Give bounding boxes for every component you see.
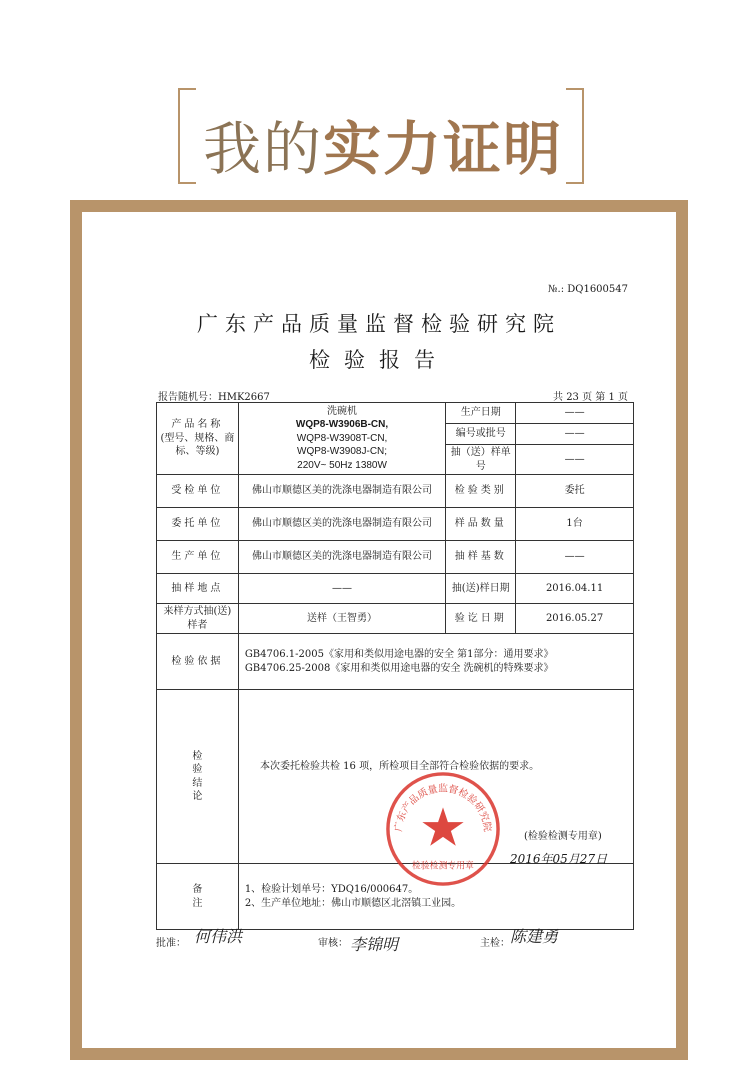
basis-line-2: GB4706.25-2008《家用和类似用途电器的安全 洗碗机的特殊要求》 bbox=[244, 662, 554, 674]
doc-number: №.: DQ1600547 bbox=[548, 284, 628, 295]
product-sublabel: (型号、规格、商标、等级) bbox=[160, 432, 235, 458]
product-model-2: WQP8-W3908T-CN, bbox=[296, 432, 388, 444]
manufacturer-label: 生产单位 bbox=[157, 541, 239, 574]
batch-label: 编号或批号 bbox=[446, 424, 516, 445]
method-label: 来样方式抽(送)样者 bbox=[157, 604, 239, 634]
inspection-type-label: 检验类别 bbox=[446, 475, 516, 508]
prod-date-label: 生产日期 bbox=[446, 403, 516, 424]
product-name: 洗碗机 bbox=[327, 405, 358, 417]
sampling-place-label: 抽样地点 bbox=[157, 574, 239, 604]
stamp-note: (检验检测专用章) bbox=[524, 831, 602, 842]
page-info: 共 23 页 第 1 页 bbox=[553, 392, 628, 403]
approve-label: 批准： bbox=[156, 938, 186, 949]
product-label-cell bbox=[157, 403, 239, 475]
client: 佛山市顺德区美的洗涤电器制造有限公司 bbox=[238, 508, 445, 541]
product-spec: 220V~ 50Hz 1380W bbox=[297, 459, 387, 471]
banner-title bbox=[180, 102, 586, 186]
report-title: 检验报告 bbox=[309, 348, 449, 372]
product-model-3: WQP8-W3908J-CN; bbox=[297, 446, 388, 458]
chief-signature: 陈建勇 bbox=[510, 927, 559, 946]
banner-title-part1: 我的 bbox=[202, 115, 323, 183]
sample-date: 2016.04.11 bbox=[516, 574, 634, 604]
inspected-unit: 佛山市顺德区美的洗涤电器制造有限公司 bbox=[238, 475, 445, 508]
official-seal bbox=[384, 770, 502, 888]
banner-title-part2: 实力证明 bbox=[323, 115, 564, 183]
manufacturer: 佛山市顺德区美的洗涤电器制造有限公司 bbox=[238, 541, 445, 574]
conclusion-label bbox=[157, 690, 239, 864]
seal-subtext: 检验检测专用章 bbox=[412, 861, 474, 872]
conclusion-text: 本次委托检验共检 16 项，所检项目全部符合检验依据的要求。 bbox=[260, 761, 540, 772]
product-name-cell bbox=[238, 403, 445, 475]
sampling-place: —— bbox=[238, 574, 445, 604]
sample-date-label: 抽(送)样日期 bbox=[446, 574, 516, 604]
basis-line-1: GB4706.1-2005《家用和类似用途电器的安全 第1部分：通用要求》 bbox=[244, 649, 554, 660]
remark-line-1: 1、检验计划单号：YDQ16/000647。 bbox=[244, 884, 419, 895]
sample-qty: 1台 bbox=[516, 508, 634, 541]
product-label: 产品名称 bbox=[171, 419, 224, 431]
review-label: 审核： bbox=[318, 938, 348, 949]
chief-label: 主检： bbox=[480, 938, 510, 949]
stamp-date: 2016年05月27日 bbox=[510, 852, 608, 866]
method: 送样（王智勇） bbox=[238, 604, 445, 634]
sample-no-label: 抽（送）样单号 bbox=[446, 445, 516, 475]
remark-label bbox=[157, 864, 239, 930]
org-name: 广东产品质量监督检验研究院 bbox=[197, 312, 561, 336]
sample-qty-label: 样品数量 bbox=[446, 508, 516, 541]
basis-cell bbox=[238, 634, 633, 690]
certificate-paper bbox=[82, 212, 676, 1048]
finish-date: 2016.05.27 bbox=[516, 604, 634, 634]
sampling-base: —— bbox=[516, 541, 634, 574]
conclusion-char-3: 结 bbox=[192, 777, 203, 789]
batch-value: —— bbox=[516, 424, 634, 445]
finish-date-label: 验讫日期 bbox=[446, 604, 516, 634]
conclusion-char-4: 论 bbox=[192, 791, 203, 802]
inspection-type: 委托 bbox=[516, 475, 634, 508]
conclusion-char-2: 验 bbox=[192, 764, 203, 775]
remark-char-2: 注 bbox=[192, 897, 203, 909]
client-label: 委托单位 bbox=[157, 508, 239, 541]
remark-line-2: 2、生产单位地址：佛山市顺德区北滘镇工业园。 bbox=[244, 897, 462, 909]
prod-date-value: —— bbox=[516, 403, 634, 424]
sampling-base-label: 抽样基数 bbox=[446, 541, 516, 574]
banner-frame bbox=[178, 88, 584, 184]
seal-text: 广东产品质量监督检验研究院 bbox=[393, 783, 493, 833]
basis-label: 检验依据 bbox=[157, 634, 239, 690]
product-model-1: WQP8-W3906B-CN, bbox=[295, 419, 389, 431]
random-number: 报告随机号：HMK2667 bbox=[158, 392, 270, 403]
sample-no-value: —— bbox=[516, 445, 634, 475]
approve-signature: 何伟洪 bbox=[194, 927, 243, 946]
banner bbox=[0, 0, 750, 200]
conclusion-char-1: 检 bbox=[192, 750, 203, 762]
inspected-unit-label: 受检单位 bbox=[157, 475, 239, 508]
remark-char-1: 备 bbox=[192, 884, 203, 895]
review-signature: 李锦明 bbox=[350, 935, 399, 954]
